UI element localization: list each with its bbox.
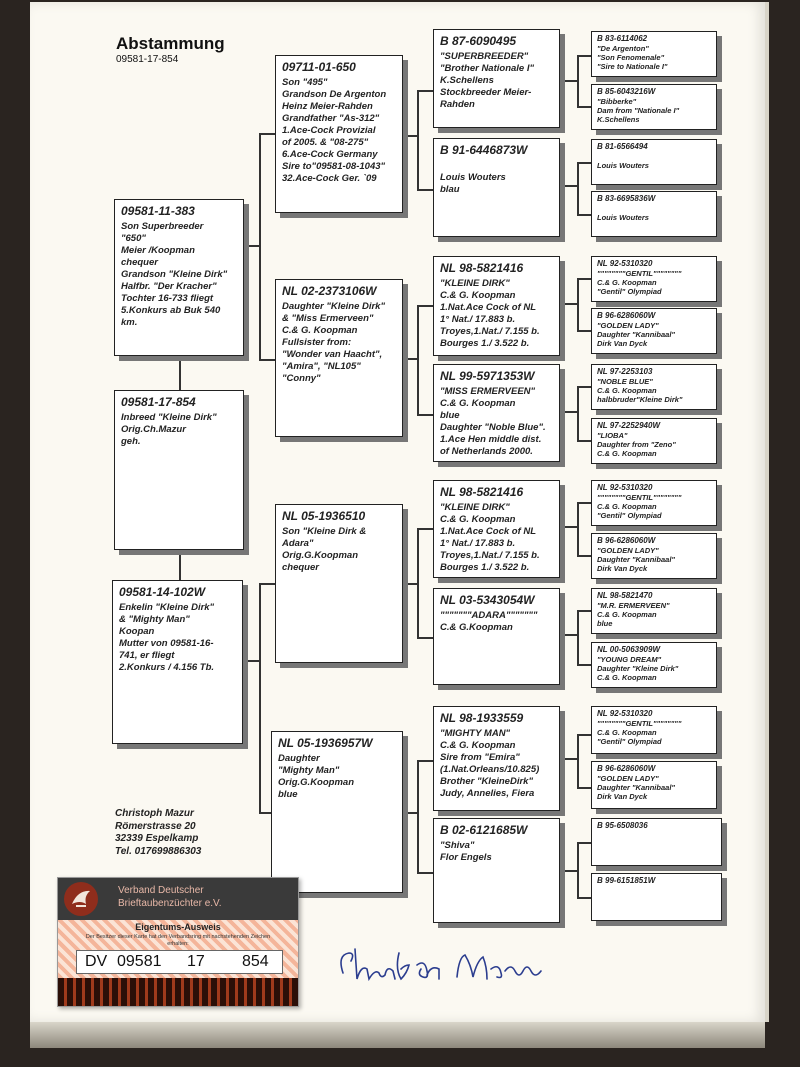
pedigree-box-grandparent [275, 504, 403, 663]
connector-line [259, 359, 275, 361]
ring-number: B 85-6043216W [597, 87, 656, 96]
description: "LIOBA" Daughter from "Zeno" C.& G. Koopman [597, 431, 676, 458]
connector-line [259, 133, 261, 360]
connector-line [577, 386, 579, 441]
connector-line [417, 305, 433, 307]
description: Louis Wouters blau [440, 172, 506, 195]
pedigree-box-g4 [591, 480, 717, 526]
connector-line [577, 214, 591, 216]
connector-line [577, 502, 579, 556]
connector-line [577, 610, 579, 665]
connector-line [243, 660, 260, 662]
connector-line [560, 758, 578, 760]
pedigree-box-g4 [591, 873, 722, 921]
ring-number: NL 92-5310320 [597, 483, 653, 492]
description: Inbreed "Kleine Dirk" Orig.Ch.Mazur geh. [121, 412, 217, 447]
card-description: Der Besitzer dieser Karte hat den Verbandsring mit nachstehenden Zeichen erhalten: [85, 934, 271, 947]
pedigree-box-grandparent [271, 731, 403, 893]
connector-line [417, 760, 433, 762]
connector-line [560, 80, 578, 82]
description: "KLEINE DIRK" C.& G. Koopman 1.Nat.Ace Cock of NL 1° Nat./ 17.883 b. Troyes,1.Nat./ 7.155 b. Bourges 1./ 3.522 b. [440, 278, 540, 349]
page-title: Abstammung [116, 34, 225, 53]
description: """"""""GENTIL"""""""" C.& G. Koopman "Gentil" Olympiad [597, 493, 682, 520]
connector-line [577, 386, 591, 388]
connector-line [577, 734, 579, 788]
description: "Shiva" Flor Engels [440, 840, 492, 863]
ring-number: B 81-6566494 [597, 142, 648, 151]
connector-line [560, 303, 578, 305]
connector-line [417, 90, 433, 92]
connector-line [577, 610, 591, 612]
dove-logo-icon [64, 882, 98, 916]
pedigree-box-g4 [591, 588, 717, 634]
description: """""""ADARA""""""" C.& G.Koopman [440, 610, 538, 633]
connector-line [577, 55, 591, 57]
connector-line [577, 278, 579, 331]
page-ring-number: 09581-17-854 [116, 54, 179, 65]
ownership-card [57, 877, 299, 1007]
card-organization: Verband Deutscher Brieftaubenzüchter e.V. [118, 885, 222, 909]
ring-number: NL 97-2253103 [597, 367, 653, 376]
ring-number: NL 98-5821470 [597, 591, 653, 600]
ring-number: NL 00-5063909W [597, 645, 660, 654]
ring-number: 09581-17-854 [121, 395, 196, 409]
connector-line [259, 133, 275, 135]
ring-number: B 83-6114062 [597, 34, 648, 43]
connector-line [577, 897, 591, 899]
description: """"""""GENTIL"""""""" C.& G. Koopman "Gentil" Olympiad [597, 269, 682, 296]
pedigree-box-g4 [591, 256, 717, 302]
connector-line [403, 135, 418, 137]
ring-number: B 96-6286060W [597, 764, 656, 773]
pedigree-box-grandparent [275, 279, 403, 437]
signature [335, 935, 555, 995]
description: "MIGHTY MAN" C.& G. Koopman Sire from "Emira" (1.Nat.Orleans/10.825) Brother "KleineDirk" Judy, Annelies, Fiera [440, 728, 540, 799]
pedigree-box-g4 [591, 418, 717, 464]
ring-number: NL 98-5821416 [440, 485, 524, 499]
pedigree-box-g4 [591, 308, 717, 354]
connector-line [244, 245, 260, 247]
connector-line [577, 162, 591, 164]
card-title: Eigentums-Ausweis [135, 922, 221, 932]
connector-line [417, 189, 433, 191]
ring-number: NL 92-5310320 [597, 709, 653, 718]
connector-line [417, 760, 419, 873]
ring-number: B 96-6286060W [597, 536, 656, 545]
pedigree-box-great-grandparent [433, 588, 560, 685]
description: "MISS ERMERVEEN" C.& G. Koopman blue Daughter "Noble Blue". 1.Ace Hen middle dist. of Netherlands 2000. [440, 386, 546, 457]
ring-number: B 87-6090495 [440, 34, 517, 48]
connector-line [417, 872, 433, 874]
pedigree-box-g4 [591, 139, 717, 185]
pedigree-box-g4 [591, 31, 717, 77]
description: "NOBLE BLUE" C.& G. Koopman halbbruder"Kleine Dirk" [597, 377, 683, 404]
connector-line [577, 440, 591, 442]
ring-number: B 91-6446873W [440, 143, 528, 157]
connector-line [560, 634, 578, 636]
pedigree-box-g4 [591, 818, 722, 866]
connector-line [560, 870, 578, 872]
description: "GOLDEN LADY" Daughter "Kannibaal" Dirk Van Dyck [597, 774, 675, 801]
connector-line [577, 106, 591, 108]
ring-number: NL 02-2373106W [282, 284, 377, 298]
description: Son "Kleine Dirk & Adara" Orig.G.Koopman chequer [282, 526, 367, 573]
description: Louis Wouters [597, 161, 649, 170]
connector-line [577, 664, 591, 666]
pedigree-box-mother [112, 580, 243, 744]
connector-line [259, 583, 261, 813]
pedigree-box-great-grandparent [433, 29, 560, 128]
connector-line [417, 637, 433, 639]
connector-line [577, 555, 591, 557]
connector-line [560, 526, 578, 528]
ring-number: B 02-6121685W [440, 823, 528, 837]
connector-line [259, 812, 271, 814]
connector-line [417, 90, 419, 190]
pedigree-box-great-grandparent [433, 706, 560, 811]
connector-line [577, 842, 579, 898]
ring-number: B 95-6508036 [597, 821, 648, 830]
pedigree-box-great-grandparent [433, 364, 560, 462]
connector-line [577, 734, 591, 736]
description: Son Superbreeder "650" Meier /Koopman chequer Grandson "Kleine Dirk" Halfbr. "Der Kracher" Tochter 16-733 fliegt 5.Konkurs ab Buk 540 km. [121, 221, 228, 328]
ring-number: NL 92-5310320 [597, 259, 653, 268]
connector-line [179, 356, 181, 390]
connector-line [560, 185, 578, 187]
connector-line [403, 812, 418, 814]
connector-line [403, 358, 418, 360]
pedigree-box-g4 [591, 84, 717, 130]
ring-number: NL 98-1933559 [440, 711, 524, 725]
connector-line [577, 842, 591, 844]
ring-number: NL 98-5821416 [440, 261, 524, 275]
connector-line [417, 305, 419, 415]
card-header [58, 878, 298, 920]
description: "YOUNG DREAM" Daughter "Kleine Dirk" C.& G. Koopman [597, 655, 679, 682]
ring-number: NL 99-5971353W [440, 369, 535, 383]
pedigree-box-great-grandparent [433, 480, 560, 578]
connector-line [417, 414, 433, 416]
description: "M.R. ERMERVEEN" C.& G. Koopman blue [597, 601, 670, 628]
connector-line [179, 550, 181, 580]
description: "SUPERBREEDER" "Brother Nationale I" K.Schellens Stockbreeder Meier- Rahden [440, 51, 534, 110]
pedigree-box-father [114, 199, 244, 356]
connector-line [560, 411, 578, 413]
ring-number: NL 97-2252940W [597, 421, 660, 430]
pedigree-box-great-grandparent [433, 256, 560, 356]
connector-line [577, 502, 591, 504]
card-club: 09581 [117, 953, 162, 970]
description: "Bibberke" Dam from "Nationale I" K.Schellens [597, 97, 680, 124]
card-bottom-pattern [58, 978, 298, 1006]
pedigree-box-g4 [591, 706, 717, 754]
connector-line [577, 278, 591, 280]
description: Son "495" Grandson De Argenton Heinz Meier-Rahden Grandfather "As-312" 1.Ace-Cock Provizial of 2005. & "08-275" 6.Ace-Cock Germany Sire to"09581-08-1043" 32.Ace-Cock Ger. `09 [282, 77, 387, 184]
description: Daughter "Mighty Man" Orig.G.Koopman blue [278, 753, 354, 800]
card-year: 17 [187, 953, 205, 970]
pedigree-box-great-grandparent [433, 138, 560, 237]
ring-number: 09581-11-383 [121, 204, 195, 218]
connector-line [417, 528, 419, 638]
description: "De Argenton" "Son Fenomenale" "Sire to Nationale I" [597, 44, 668, 71]
ring-number: B 96-6286060W [597, 311, 656, 320]
pedigree-box-g4 [591, 642, 717, 688]
connector-line [577, 330, 591, 332]
pedigree-box-g4 [591, 364, 717, 410]
pedigree-box-g4 [591, 191, 717, 237]
description: """"""""GENTIL"""""""" C.& G. Koopman "Gentil" Olympiad [597, 719, 682, 746]
card-ring-number [76, 950, 283, 974]
ring-number: 09581-14-102W [119, 585, 206, 599]
pedigree-box-g4 [591, 533, 717, 579]
ring-number: B 99-6151851W [597, 876, 656, 885]
connector-line [577, 787, 591, 789]
ring-number: 09711-01-650 [282, 60, 356, 74]
description: "GOLDEN LADY" Daughter "Kannibaal" Dirk Van Dyck [597, 546, 675, 573]
ring-number: NL 03-5343054W [440, 593, 535, 607]
card-country: DV [85, 953, 108, 970]
description: Enkelin "Kleine Dirk" & "Mighty Man" Koopan Mutter von 09581-16- 741, er fliegt 2.Konkurs / 4.156 Tb. [119, 602, 215, 673]
description: Daughter "Kleine Dirk" & "Miss Ermerveen" C.& G. Koopman Fullsister from: "Wonder van Haacht", "Amira", "NL105" "Conny" [282, 301, 385, 384]
owner-address: Christoph Mazur Römerstrasse 20 32339 Espelkamp Tel. 017699886303 [115, 808, 202, 857]
ring-number: NL 05-1936510 [282, 509, 366, 523]
connector-line [417, 528, 433, 530]
connector-line [577, 162, 579, 215]
pedigree-box-g4 [591, 761, 717, 809]
connector-line [259, 583, 275, 585]
pedigree-box-grandparent [275, 55, 403, 213]
description: Louis Wouters [597, 213, 649, 222]
connector-line [577, 55, 579, 107]
ring-number: B 83-6695836W [597, 194, 656, 203]
description: "KLEINE DIRK" C.& G. Koopman 1.Nat.Ace Cock of NL 1° Nat./ 17.883 b. Troyes,1.Nat./ 7.155 b. Bourges 1./ 3.522 b. [440, 502, 540, 573]
card-number-value: 854 [242, 953, 269, 970]
connector-line [403, 583, 418, 585]
ring-number: NL 05-1936957W [278, 736, 373, 750]
description: "GOLDEN LADY" Daughter "Kannibaal" Dirk Van Dyck [597, 321, 675, 348]
pedigree-box-great-grandparent [433, 818, 560, 923]
pedigree-box-subject [114, 390, 244, 550]
